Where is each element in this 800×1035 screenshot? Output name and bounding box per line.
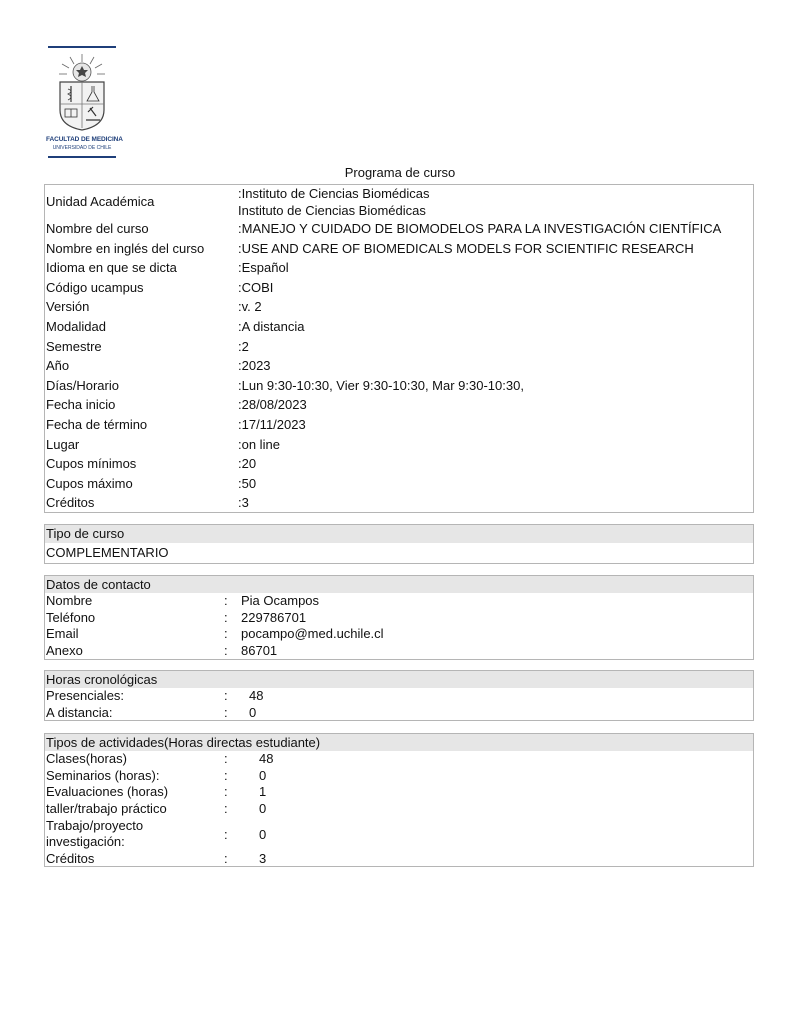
info-row [45,435,753,455]
info-value: :28/08/2023 [238,397,307,413]
info-label: Idioma en que se dicta [46,260,177,276]
document-title: Programa de curso [344,165,456,180]
activity-row [45,801,753,818]
info-row [45,395,753,415]
info-value: :Lun 9:30-10:30, Vier 9:30-10:30, Mar 9:30-10:30, [238,377,524,393]
info-label: Cupos máximo [46,475,133,491]
contact-separator: : [224,626,228,642]
info-label: Semestre [46,338,102,354]
logo-caption-university: UNIVERSIDAD DE CHILE [52,145,112,151]
hours-row [45,705,753,722]
info-row [45,337,753,357]
activity-separator: : [224,850,228,866]
info-label: Modalidad [46,318,106,334]
info-row [45,219,753,239]
info-row [45,474,753,494]
info-value: :50 [238,475,257,491]
hours-box [44,670,754,721]
hours-row [45,688,753,705]
activity-row [45,784,753,801]
contact-separator: : [224,609,228,625]
info-row [45,376,753,396]
contact-row [45,643,753,660]
info-label: Créditos [46,495,95,511]
activity-value: 3 [259,850,267,866]
info-label: Lugar [46,436,80,452]
activity-value: 0 [259,767,267,783]
activity-label: Seminarios (horas): [46,767,160,783]
logo-caption-faculty: FACULTAD DE MEDICINA [46,136,123,143]
activity-row [45,751,753,768]
contact-value: 86701 [241,643,278,659]
contact-separator: : [224,593,228,608]
info-row [45,239,753,259]
faculty-logo [46,46,123,162]
activity-separator: : [224,784,228,800]
info-value-line2: Instituto de Ciencias Biomédicas [238,203,426,218]
activity-value: 0 [259,801,267,817]
activity-separator: : [224,751,228,766]
info-value: :MANEJO Y CUIDADO DE BIOMODELOS PARA LA INVESTIGACIÓN CIENTÍFICA [238,221,722,236]
hours-value: 0 [249,704,257,720]
activity-row [45,768,753,785]
contact-row [45,626,753,643]
course-type-box [44,524,754,564]
activity-separator: : [224,767,228,783]
info-label: Versión [46,299,90,315]
hours-value: 48 [249,688,264,703]
hours-separator: : [224,688,228,703]
contact-label: Teléfono [46,609,96,625]
info-value: :2023 [238,358,271,374]
info-row [45,356,753,376]
activity-label: Evaluaciones (horas) [46,784,169,800]
info-label: Cupos mínimos [46,456,137,472]
info-value: :USE AND CARE OF BIOMEDICALS MODELS FOR SCIENTIFIC RESEARCH [238,240,694,256]
activity-value: 1 [259,784,267,800]
contact-box [44,575,754,660]
info-label: Días/Horario [46,377,119,393]
activity-row [45,851,753,868]
hours-separator: : [224,704,228,720]
contact-label: Email [46,626,79,642]
info-label: Fecha de término [46,416,148,432]
activity-row [45,818,753,851]
activity-separator: : [224,826,228,842]
info-value: :20 [238,456,257,472]
contact-header: Datos de contacto [45,576,753,593]
info-label: Año [46,358,70,374]
logo-top-bar [48,46,116,48]
activities-header: Tipos de actividades(Horas directas estudiante) [45,734,753,751]
info-value: :3 [238,495,249,511]
course-type-header: Tipo de curso [45,525,753,543]
info-label: Nombre del curso [46,221,149,236]
info-value: :on line [238,436,280,452]
activity-value: 48 [259,751,274,766]
contact-row [45,610,753,627]
info-value [238,185,753,219]
contact-email: pocampo@med.uchile.cl [241,626,384,642]
faculty-seal-icon [52,52,112,132]
info-row-unidad [45,185,753,219]
info-label: Unidad Académica [46,194,155,209]
info-row [45,258,753,278]
info-label: Nombre en inglés del curso [46,240,205,256]
contact-value: Pia Ocampos [241,593,320,608]
activities-box [44,733,754,867]
info-row [45,493,753,513]
activity-value: 0 [259,826,267,842]
activity-separator: : [224,801,228,817]
hours-label: Presenciales: [46,688,125,703]
activity-label: Trabajo/proyecto investigación: [46,817,144,849]
activity-label: Créditos [46,850,95,866]
info-label: Fecha inicio [46,397,116,413]
info-value: :COBI [238,279,274,295]
info-value-line1: :Instituto de Ciencias Biomédicas [238,186,430,201]
hours-header: Horas cronológicas [45,671,753,688]
activity-label: taller/trabajo práctico [46,801,167,817]
info-row [45,454,753,474]
info-row [45,297,753,317]
contact-label: Nombre [46,593,93,608]
course-type-value: COMPLEMENTARIO [46,545,169,560]
contact-separator: : [224,643,228,659]
info-value: :2 [238,338,249,354]
info-value: :Español [238,260,289,276]
contact-label: Anexo [46,643,83,659]
hours-label: A distancia: [46,704,113,720]
contact-value: 229786701 [241,609,307,625]
info-value: :v. 2 [238,299,262,315]
info-label: Código ucampus [46,279,144,295]
info-row [45,278,753,298]
course-info-table [44,184,754,513]
info-value: :A distancia [238,318,305,334]
info-row [45,415,753,435]
logo-bottom-bar [48,156,116,158]
info-row [45,317,753,337]
contact-row [45,593,753,610]
info-value: :17/11/2023 [238,416,306,432]
activity-label: Clases(horas) [46,751,127,766]
